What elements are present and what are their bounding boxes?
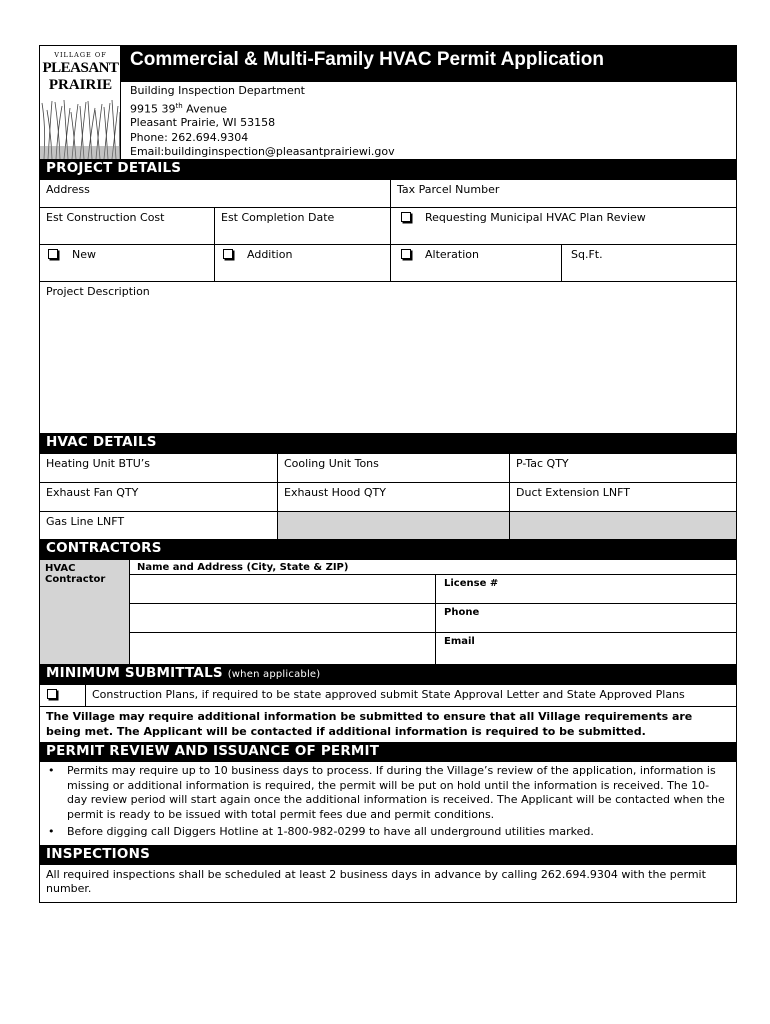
department-name: Building Inspection Department bbox=[130, 84, 305, 98]
additional-info-note: The Village may require additional information be submitted to ensure that all Village requirements are being met. The Applicant will be contacted if additional information is required to be submitted. bbox=[40, 706, 736, 742]
prairie-grass-icon bbox=[40, 98, 121, 159]
department-phone: Phone: 262.694.9304 bbox=[130, 130, 249, 144]
cooling-unit-field[interactable]: Cooling Unit Tons bbox=[278, 454, 510, 482]
permit-review-heading: PERMIT REVIEW AND ISSUANCE OF PERMIT bbox=[40, 742, 736, 762]
hvac-contractor-row bbox=[40, 559, 736, 664]
construction-plans-label: Construction Plans, if required to be state approved submit State Approval Letter and State Approved Plans bbox=[92, 688, 685, 701]
contractor-phone-field[interactable]: Phone bbox=[444, 607, 480, 618]
form-header bbox=[40, 46, 736, 159]
submittals-row bbox=[40, 684, 736, 706]
plan-review-checkbox[interactable]: Requesting Municipal HVAC Plan Review bbox=[391, 208, 736, 244]
hvac-row-2 bbox=[40, 482, 736, 511]
tax-parcel-field[interactable]: Tax Parcel Number bbox=[397, 183, 500, 196]
est-completion-date-field[interactable]: Est Completion Date bbox=[215, 208, 391, 244]
project-row-3 bbox=[40, 244, 736, 281]
checkbox-icon[interactable] bbox=[48, 249, 58, 259]
hvac-details-heading: HVAC DETAILS bbox=[40, 433, 736, 453]
contractor-name-field[interactable] bbox=[130, 575, 436, 603]
new-checkbox[interactable]: New bbox=[40, 245, 215, 281]
project-details-heading: PROJECT DETAILS bbox=[40, 159, 736, 179]
department-contact bbox=[121, 82, 736, 159]
project-description-field[interactable]: Project Description bbox=[46, 285, 150, 298]
est-construction-cost-field[interactable]: Est Construction Cost bbox=[40, 208, 215, 244]
checkbox-icon[interactable] bbox=[47, 689, 57, 699]
list-item: • Before digging call Diggers Hotline at 1-800-982-0299 to have all underground utilities marked. bbox=[40, 825, 736, 840]
name-address-label: Name and Address (City, State & ZIP) bbox=[137, 562, 349, 573]
address-field[interactable]: Address bbox=[40, 180, 391, 207]
checkbox-icon[interactable] bbox=[401, 249, 411, 259]
hvac-row-1 bbox=[40, 453, 736, 482]
project-row-4 bbox=[40, 281, 736, 433]
hvac-row-3 bbox=[40, 511, 736, 539]
ptac-qty-field[interactable]: P-Tac QTY bbox=[516, 457, 569, 470]
checkbox-icon[interactable] bbox=[401, 212, 411, 222]
alteration-checkbox[interactable]: Alteration bbox=[391, 245, 562, 281]
contractor-line-3 bbox=[130, 632, 736, 664]
contractors-heading: CONTRACTORS bbox=[40, 539, 736, 559]
contractor-line-1 bbox=[130, 574, 736, 603]
exhaust-fan-field[interactable]: Exhaust Fan QTY bbox=[40, 483, 278, 511]
logo-prairie: PRAIRIE bbox=[48, 77, 113, 93]
hvac-contractor-label: HVAC Contractor bbox=[40, 560, 130, 664]
submittals-heading-note: (when applicable) bbox=[227, 669, 321, 680]
logo-pleasant: PLEASANT bbox=[42, 60, 119, 76]
addition-checkbox[interactable]: Addition bbox=[215, 245, 391, 281]
license-field[interactable]: License # bbox=[444, 578, 499, 589]
village-logo bbox=[40, 46, 121, 159]
contractor-line-2 bbox=[130, 603, 736, 632]
gas-line-field[interactable]: Gas Line LNFT bbox=[40, 512, 278, 539]
permit-form bbox=[39, 45, 737, 903]
inspections-text: All required inspections shall be scheduled at least 2 business days in advance by calling 262.694.9304 with the permit number. bbox=[46, 867, 706, 895]
checkbox-icon[interactable] bbox=[223, 249, 233, 259]
contractor-address-field[interactable] bbox=[130, 604, 436, 632]
project-row-1 bbox=[40, 179, 736, 207]
duct-extension-field[interactable]: Duct Extension LNFT bbox=[516, 486, 631, 499]
construction-plans-checkbox[interactable] bbox=[40, 685, 86, 706]
department-email: Email:buildinginspection@pleasantprairiewi.gov bbox=[130, 144, 395, 158]
greyed-cell bbox=[278, 512, 510, 539]
heating-unit-field[interactable]: Heating Unit BTU’s bbox=[40, 454, 278, 482]
contractor-email-field[interactable]: Email bbox=[444, 636, 475, 647]
logo-village-of: VILLAGE OF bbox=[54, 51, 107, 59]
project-row-2 bbox=[40, 207, 736, 244]
city-state-zip: Pleasant Prairie, WI 53158 bbox=[130, 116, 276, 130]
exhaust-hood-field[interactable]: Exhaust Hood QTY bbox=[278, 483, 510, 511]
submittals-heading: MINIMUM SUBMITTALS (when applicable) bbox=[40, 664, 736, 684]
street-address: 9915 39th Avenue bbox=[130, 101, 228, 116]
list-item: • Permits may require up to 10 business days to process. If during the Village’s review of the application, information is missing or additional information is required, the permit will be put on hold until the information is received. The 10-day review period will start again once the additional information is received. The Applicant will be contacted when the permit is ready to be issued with total permit fees due and permit conditions. bbox=[40, 764, 736, 822]
form-title: Commercial & Multi-Family HVAC Permit Application bbox=[121, 46, 736, 82]
inspections-heading: INSPECTIONS bbox=[40, 845, 736, 865]
greyed-cell bbox=[510, 512, 736, 539]
sqft-field[interactable]: Sq.Ft. bbox=[571, 248, 603, 261]
contractor-city-field[interactable] bbox=[130, 633, 436, 664]
permit-review-list bbox=[40, 762, 736, 845]
